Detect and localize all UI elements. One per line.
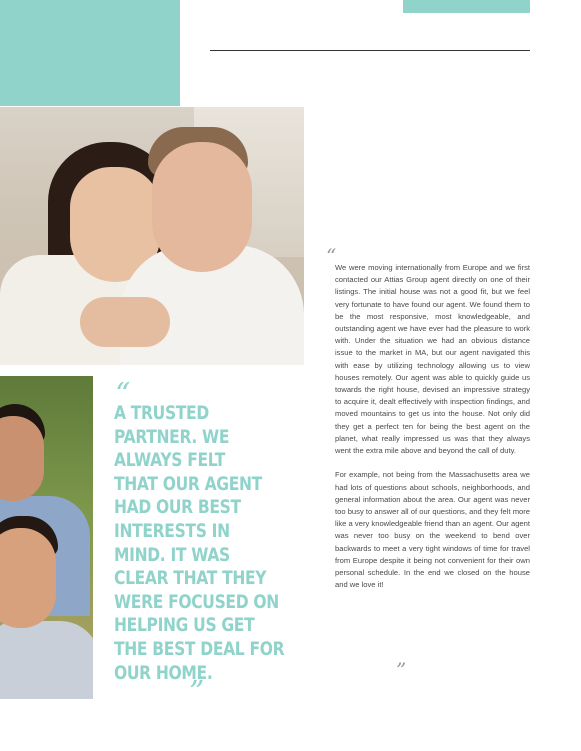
testimonial-open-mark: “ [326, 244, 337, 268]
pull-quote-close-mark: ” [189, 675, 205, 710]
pull-quote-line: OUR HOME. [114, 662, 213, 684]
testimonial-body [335, 262, 530, 604]
pull-quote-line: THE BEST DEAL FOR [114, 638, 285, 660]
photo-detail [0, 416, 44, 501]
header-rule [210, 50, 530, 51]
photo-detail [152, 142, 252, 272]
testimonial-close-mark: ” [396, 658, 407, 682]
photo-detail [0, 528, 56, 628]
teal-accent-block [0, 0, 180, 106]
kids-photo [0, 376, 93, 699]
pull-quote-line: THAT OUR AGENT [114, 473, 262, 495]
pull-quote-line: INTERESTS IN [114, 520, 230, 542]
pull-quote-line: MIND. IT WAS [114, 544, 230, 566]
pull-quote [114, 402, 285, 685]
testimonial-paragraph: We were moving internationally from Europe and we first contacted our Attias Group agent directly on one of their listings. The initial house was not a good fit, but we feel very fortunate to have found our agent. We found them to be the most responsive, most knowledgeable, and outstanding agent we have ever had the pleasure to work with. Under the situation we had an obvious distance issue to the market in MA, but our agent navigated this with ease by utilizing technology allowing us to view houses remotely. Our agent was able to quickly guide us towards the right house, devised an impressive strategy to acquire it, dealt effectively with inspection findings, and moved mountains to get us into the house. Not only did they get a perfect ten for being the best agent on the planet, what really impressed us was that they always went the extra mile above and beyond the call of duty. [335, 263, 530, 456]
photo-detail [80, 297, 170, 347]
pull-quote-line: CLEAR THAT THEY [114, 568, 267, 590]
testimonial-paragraph: For example, not being from the Massachusetts area we had lots of questions about schools, neighborhoods, and general information about the area. Our agent was never too busy to answer all of our questions, and they felt more like a very knowledgeable friend than an agent. Our agent was never too busy on the weekend to bend over backwards to meet a very tight windows of time for travel from Europe despite it being not convenient for their own personal schedule. In the end we closed on the house and we love it! [335, 470, 530, 590]
pull-quote-line: HELPING US GET [114, 615, 255, 637]
couple-photo [0, 107, 304, 365]
photo-detail [0, 621, 93, 699]
pull-quote-line: HAD OUR BEST [114, 497, 241, 519]
pull-quote-line: A TRUSTED [114, 403, 209, 424]
pull-quote-line: PARTNER. WE [114, 426, 230, 448]
pull-quote-open-mark: “ [115, 377, 131, 412]
pull-quote-line: WERE FOCUSED ON [114, 591, 279, 613]
pull-quote-line: ALWAYS FELT [114, 450, 226, 472]
teal-accent-bar [403, 0, 530, 13]
